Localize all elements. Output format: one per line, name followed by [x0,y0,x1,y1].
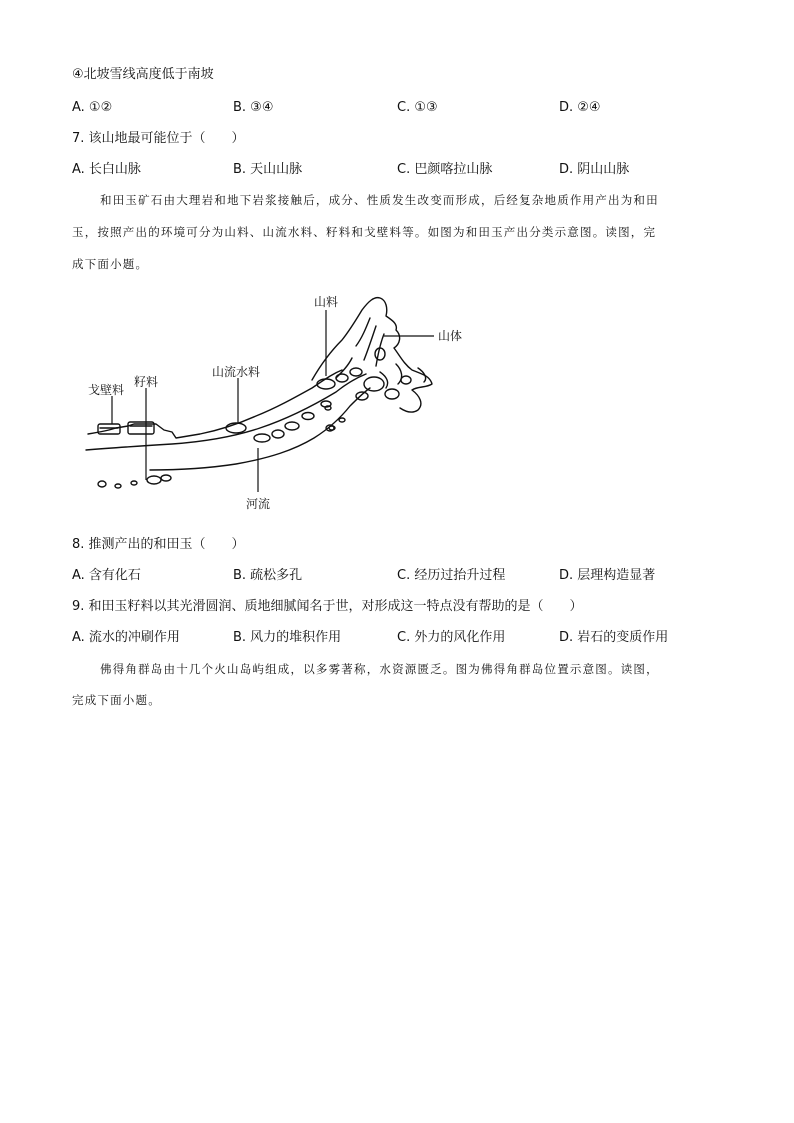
q9-choice-d[interactable]: D. 岩石的变质作用 [559,630,669,645]
q9-stem: 9. 和田玉籽料以其光滑圆润、质地细腻闻名于世，对形成这一特点没有帮助的是（ ） [72,599,583,614]
q9-choice-b[interactable]: B. 风力的堆积作用 [233,630,342,645]
label-gebi: 戈壁料 [88,383,125,397]
q6-choice-d[interactable]: D. ②④ [559,100,601,115]
label-shanliao: 山料 [314,295,339,309]
q8-choice-c[interactable]: C. 经历过抬升过程 [397,568,506,583]
passage1-line3: 成下面小题。 [72,257,149,271]
label-shanti: 山体 [438,329,463,343]
river-lower-bank [150,388,370,470]
passage2-line2: 完成下面小题。 [72,693,161,707]
label-zaliao: 籽料 [134,375,159,389]
label-shanliushui: 山流水料 [212,365,261,379]
passage2-line1: 佛得角群岛由十几个火山岛屿组成，以多雾著称，水资源匮乏。图为佛得角群岛位置示意图。读图， [100,662,659,676]
q6-choice-c[interactable]: C. ①③ [397,100,438,115]
q7-choice-a[interactable]: A. 长白山脉 [72,162,141,177]
label-heliu: 河流 [246,497,271,511]
passage1-line2: 玉，按照产出的环境可分为山料、山流水料、籽料和戈壁料等。如图为和田玉产出分类示意图。读图，完 [72,225,657,239]
upper-slope [88,370,342,438]
q8-choice-a[interactable]: A. 含有化石 [72,568,141,583]
q7-choice-b[interactable]: B. 天山山脉 [233,162,303,177]
q9-choice-a[interactable]: A. 流水的冲刷作用 [72,630,180,645]
q7-choice-d[interactable]: D. 阴山山脉 [559,162,630,177]
q7-choice-c[interactable]: C. 巴颜喀拉山脉 [397,162,493,177]
q9-choice-c[interactable]: C. 外力的风化作用 [397,630,506,645]
q8-stem: 8. 推测产出的和田玉（ ） [72,537,245,552]
q6-statement-4: ④北坡雪线高度低于南坡 [72,67,214,82]
passage1-line1: 和田玉矿石由大理岩和地下岩浆接触后，成分、性质发生改变而形成，后经复杂地质作用产出为和田 [100,193,659,207]
q7-stem: 7. 该山地最可能位于（ ） [72,131,245,146]
q6-choice-b[interactable]: B. ③④ [233,100,274,115]
jade-output-diagram [80,288,480,518]
river-upper-bank [86,374,366,450]
q8-choice-b[interactable]: B. 疏松多孔 [233,568,303,583]
q6-choice-a[interactable]: A. ①② [72,100,113,115]
q8-choice-d[interactable]: D. 层理构造显著 [559,568,656,583]
